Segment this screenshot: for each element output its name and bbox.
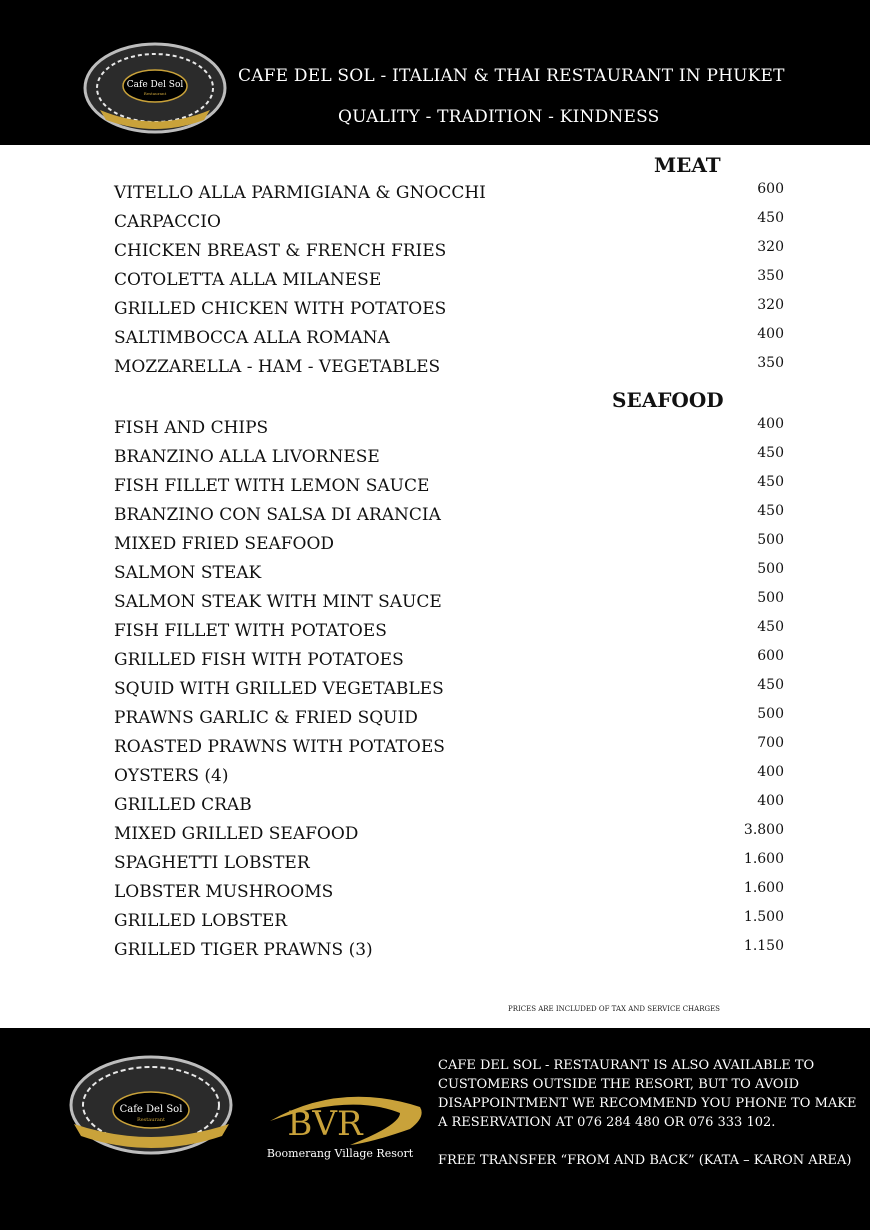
item-price: 3.800 <box>743 822 784 838</box>
item-name: SALTIMBOCCA ALLA ROMANA <box>114 328 390 348</box>
menu-item <box>114 621 784 650</box>
logo-subtitle: Restaurant <box>143 91 167 96</box>
tagline: QUALITY - TRADITION - KINDNESS <box>338 107 660 127</box>
menu-item <box>114 476 784 505</box>
transfer-notice: FREE TRANSFER “FROM AND BACK” (KATA – KARON AREA) <box>438 1153 852 1168</box>
item-name: MOZZARELLA - HAM - VEGETABLES <box>114 357 441 377</box>
item-name: CHICKEN BREAST & FRENCH FRIES <box>114 241 447 261</box>
item-price: 450 <box>757 503 784 519</box>
item-price: 500 <box>757 590 784 606</box>
item-name: SALMON STEAK <box>114 563 262 583</box>
page-title: CAFE DEL SOL - ITALIAN & THAI RESTAURANT IN PHUKET <box>238 66 785 86</box>
item-price: 600 <box>757 181 784 197</box>
menu-item <box>114 447 784 476</box>
menu-item <box>114 650 784 679</box>
meat-menu-list <box>114 183 784 386</box>
menu-item <box>114 505 784 534</box>
menu-item <box>114 766 784 795</box>
item-name: FISH FILLET WITH POTATOES <box>114 621 387 641</box>
item-price: 500 <box>757 706 784 722</box>
menu-item <box>114 418 784 447</box>
cafe-del-sol-footer-logo <box>64 1050 239 1160</box>
item-name: COTOLETTA ALLA MILANESE <box>114 270 382 290</box>
item-name: BRANZINO ALLA LIVORNESE <box>114 447 380 467</box>
menu-item <box>114 563 784 592</box>
menu-item <box>114 534 784 563</box>
item-price: 450 <box>757 474 784 490</box>
item-name: GRILLED LOBSTER <box>114 911 288 931</box>
section-heading-seafood: SEAFOOD <box>612 388 724 412</box>
item-name: ROASTED PRAWNS WITH POTATOES <box>114 737 445 757</box>
item-price: 600 <box>757 648 784 664</box>
menu-item <box>114 270 784 299</box>
menu-item <box>114 357 784 386</box>
item-name: OYSTERS (4) <box>114 766 229 786</box>
item-name: PRAWNS GARLIC & FRIED SQUID <box>114 708 418 728</box>
menu-item <box>114 241 784 270</box>
menu-item <box>114 911 784 940</box>
item-price: 450 <box>757 445 784 461</box>
cafe-del-sol-logo <box>80 38 230 138</box>
bvr-resort-logo <box>250 1085 430 1165</box>
menu-item <box>114 853 784 882</box>
item-name: SQUID WITH GRILLED VEGETABLES <box>114 679 444 699</box>
item-price: 1.150 <box>743 938 784 954</box>
item-price: 400 <box>757 764 784 780</box>
menu-item <box>114 183 784 212</box>
menu-item <box>114 299 784 328</box>
reservation-notice: CAFE DEL SOL - RESTAURANT IS ALSO AVAILABLE TO CUSTOMERS OUTSIDE THE RESORT, BUT TO AVOID DISAPPOINTMENT WE RECOMMEND YOU PHONE TO MAKE A RESERVATION AT 076 284 480 OR 076 333 102. <box>438 1058 857 1130</box>
item-name: MIXED GRILLED SEAFOOD <box>114 824 359 844</box>
footer-logo-subtitle: Restaurant <box>136 1117 166 1123</box>
item-price: 400 <box>757 793 784 809</box>
menu-item <box>114 795 784 824</box>
item-price: 500 <box>757 561 784 577</box>
section-heading-meat: MEAT <box>654 153 721 177</box>
item-name: VITELLO ALLA PARMIGIANA & GNOCCHI <box>114 183 486 203</box>
item-name: BRANZINO CON SALSA DI ARANCIA <box>114 505 441 525</box>
item-price: 320 <box>757 297 784 313</box>
menu-item <box>114 708 784 737</box>
menu-item <box>114 940 784 969</box>
logo-name: Cafe Del Sol <box>126 80 184 90</box>
seafood-menu-list <box>114 418 784 969</box>
item-name: SALMON STEAK WITH MINT SAUCE <box>114 592 442 612</box>
item-name: GRILLED FISH WITH POTATOES <box>114 650 404 670</box>
item-price: 400 <box>757 326 784 342</box>
item-name: LOBSTER MUSHROOMS <box>114 882 334 902</box>
menu-item <box>114 679 784 708</box>
item-price: 320 <box>757 239 784 255</box>
item-name: FISH AND CHIPS <box>114 418 269 438</box>
item-price: 1.500 <box>743 909 784 925</box>
item-name: GRILLED CHICKEN WITH POTATOES <box>114 299 447 319</box>
item-price: 350 <box>757 355 784 371</box>
item-price: 450 <box>757 677 784 693</box>
item-price: 1.600 <box>743 880 784 896</box>
bvr-name: Boomerang Village Resort <box>266 1147 414 1160</box>
item-price: 700 <box>757 735 784 751</box>
item-name: GRILLED CRAB <box>114 795 252 815</box>
menu-item <box>114 882 784 911</box>
item-price: 450 <box>757 210 784 226</box>
menu-item <box>114 212 784 241</box>
item-price: 400 <box>757 416 784 432</box>
menu-item <box>114 737 784 766</box>
menu-item <box>114 328 784 357</box>
item-name: GRILLED TIGER PRAWNS (3) <box>114 940 373 960</box>
item-price: 1.600 <box>743 851 784 867</box>
item-name: CARPACCIO <box>114 212 221 232</box>
item-price: 500 <box>757 532 784 548</box>
item-name: MIXED FRIED SEAFOOD <box>114 534 335 554</box>
menu-item <box>114 824 784 853</box>
item-price: 450 <box>757 619 784 635</box>
item-name: FISH FILLET WITH LEMON SAUCE <box>114 476 430 496</box>
item-price: 350 <box>757 268 784 284</box>
menu-item <box>114 592 784 621</box>
tax-footnote: PRICES ARE INCLUDED OF TAX AND SERVICE CHARGES <box>508 1005 720 1013</box>
bvr-mark: BVR <box>287 1104 363 1144</box>
footer-logo-name: Cafe Del Sol <box>119 1104 183 1115</box>
item-name: SPAGHETTI LOBSTER <box>114 853 310 873</box>
